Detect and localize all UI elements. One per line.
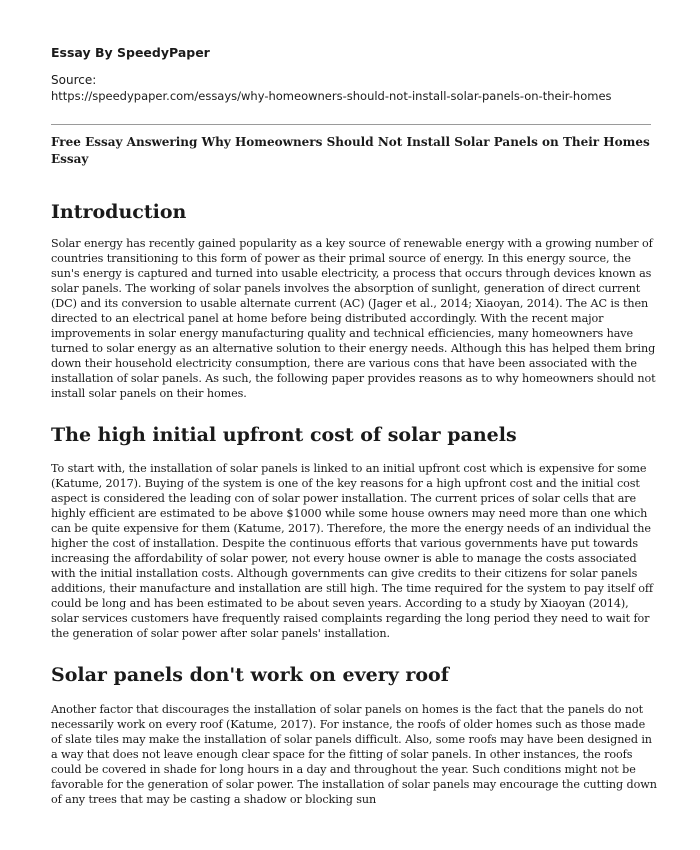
brand-title: Essay By SpeedyPaper [51,45,210,60]
section-body-upfront-cost: To start with, the installation of solar panels is linked to an initial upfront cost which is expensive for some (Katume, 2017). Buying of the system is one of the key reasons for a high upfront cost and the initial cost aspect is considered the leading con of solar power installation. The current prices of solar cells that are highly efficient are estimated to be above $1000 while some house owners may need more than one which can be quite expensive for them (Katume, 2017). Therefore, the more the energy needs of an individual the higher the cost of installation. Despite the continuous efforts that various governments have put towards increasing the affordability of solar power, not every house owner is able to manage the costs associated with the initial installation costs. Although governments can give credits to their citizens for solar panels additions, their manufacture and installation are still high. The time required for the system to pay itself off could be long and has been estimated to be about seven years. According to a study by Xiaoyan (2014), solar services customers have frequently raised complaints regarding the long period they need to wait for the generation of solar power after solar panels' installation. [51,462,653,640]
section-heading-roof: Solar panels don't work on every roof [51,664,449,686]
section-heading-upfront-cost: The high initial upfront cost of solar panels [51,424,517,446]
source-link[interactable]: https://speedypaper.com/essays/why-homeowners-should-not-install-solar-panels-on-their-homes [51,89,612,103]
source-label: Source: [51,73,97,87]
header-divider [51,124,651,125]
section-body-roof: Another factor that discourages the installation of solar panels on homes is the fact that the panels do not necessarily work on every roof (Katume, 2017). For instance, the roofs of older homes such as those made of slate tiles may make the installation of solar panels difficult. Also, some roofs may have been designed in a way that does not leave enough clear space for the fitting of solar panels. In other instances, the roofs could be covered in shade for long hours in a day and throughout the year. Such conditions might not be favorable for the generation of solar power. The installation of solar panels may encourage the cutting down of any trees that may be casting a shadow or blocking sun [51,703,657,806]
section-heading-introduction: Introduction [51,201,187,223]
section-body-introduction: Solar energy has recently gained popularity as a key source of renewable energy with a growing number of countries transitioning to this form of power as their primal source of energy. In this energy source, the sun's energy is captured and turned into usable electricity, a process that occurs through devices known as solar panels. The working of solar panels involves the absorption of sunlight, generation of direct current (DC) and its conversion to usable alternate current (AC) (Jager et al., 2014; Xiaoyan, 2014). The AC is then directed to an electrical panel at home before being distributed accordingly. With the recent major improvements in solar energy manufacturing quality and technical efficiencies, many homeowners have turned to solar energy as an alternative solution to their energy needs. Although this has helped them bring down their household electricity consumption, there are various cons that have been associated with the installation of solar panels. As such, the following paper provides reasons as to why homeowners should not install solar panels on their homes. [51,237,656,400]
essay-title: Free Essay Answering Why Homeowners Should Not Install Solar Panels on Their Homes Essay [51,135,650,166]
